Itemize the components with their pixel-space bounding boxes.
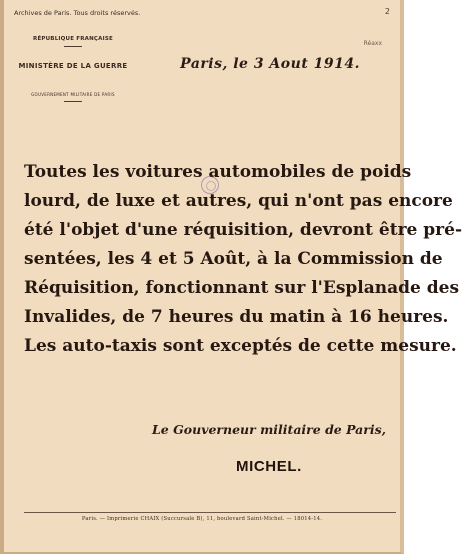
notice-body [24, 158, 462, 361]
notice-line: lourd, de luxe et autres, qui n'ont pas encore [24, 191, 453, 211]
corner-number: 2 [384, 7, 390, 16]
place-date: Paris, le 3 Aout 1914. [180, 56, 360, 72]
printer-imprint: Paris. — Imprimerie CHAIX (Succursale B), 11, boulevard Saint-Michel. — 18014-14. [81, 516, 323, 522]
government-label: GOUVERNEMENT MILITAIRE DE PARIS [31, 92, 115, 97]
footer-rule [24, 512, 396, 513]
notice-line: Réquisition, fonctionnant sur l'Esplanade des [24, 278, 460, 298]
signatory-title: Le Gouverneur militaire de Paris, [152, 422, 386, 437]
archive-copyright: Archives de Paris. Tous droits réservés. [14, 9, 141, 17]
corner-note: Réaxx [363, 40, 382, 47]
letterhead-rule-2 [64, 101, 82, 102]
notice-line: sentées, les 4 et 5 Août, à la Commission de [24, 249, 443, 269]
ministry-label: MINISTÈRE DE LA GUERRE [18, 62, 128, 70]
letterhead [18, 36, 128, 102]
letterhead-rule [64, 46, 82, 47]
notice-line: Toutes les voitures automobiles de poids [24, 162, 412, 182]
notice-line: Les auto-taxis sont exceptés de cette mesure. [24, 336, 457, 356]
signatory-name: MICHEL. [236, 458, 302, 475]
notice-line: Invalides, de 7 heures du matin à 16 heures. [24, 307, 449, 327]
republic-label: RÉPUBLIQUE FRANÇAISE [33, 36, 113, 42]
notice-line: été l'objet d'une réquisition, devront être pré- [24, 220, 462, 240]
